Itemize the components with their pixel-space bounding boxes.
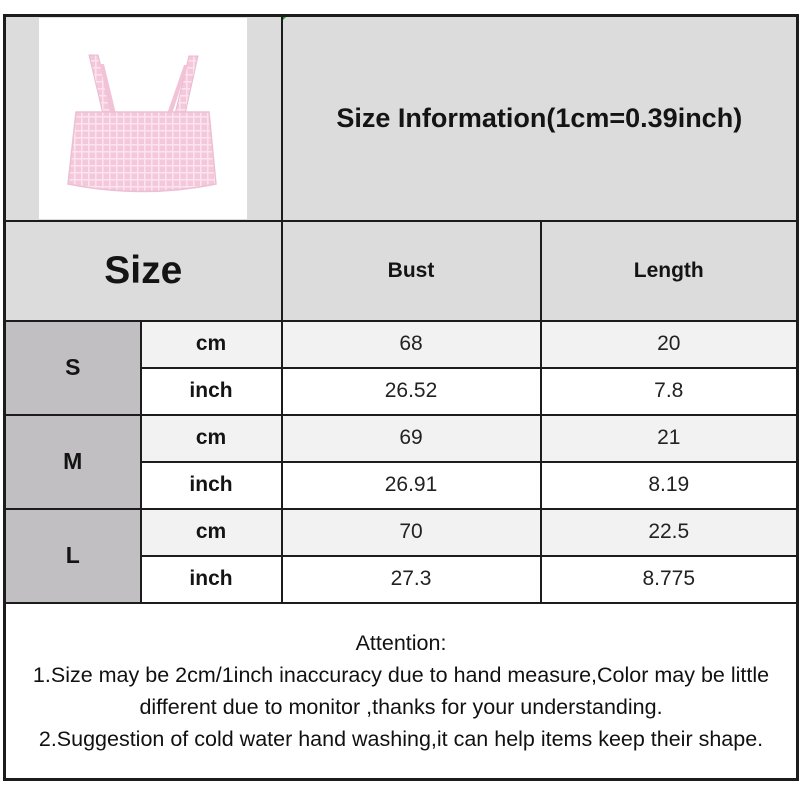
product-photo bbox=[39, 18, 247, 219]
length-value-s-cm: 20 bbox=[541, 321, 798, 368]
size-information-title: Size Information(1cm=0.39inch) bbox=[336, 102, 743, 133]
attention-line: 1.Size may be 2cm/1inch inaccuracy due to hand measure,Color may be little bbox=[32, 662, 770, 687]
size-column-header: Size bbox=[5, 221, 282, 321]
length-value-m-inch: 8.19 bbox=[541, 462, 798, 509]
green-corner-marker-icon bbox=[282, 16, 295, 22]
length-value-m-cm: 21 bbox=[541, 415, 798, 462]
size-label-s: S bbox=[5, 321, 141, 415]
bust-value-s-inch: 26.52 bbox=[282, 368, 541, 415]
size-information-title-cell bbox=[282, 16, 798, 221]
size-label-l: L bbox=[5, 509, 141, 603]
attention-line: 2.Suggestion of cold water hand washing,it can help items keep their shape. bbox=[38, 726, 764, 751]
length-value-s-inch: 7.8 bbox=[541, 368, 798, 415]
length-column-header: Length bbox=[541, 221, 798, 321]
size-chart-table bbox=[3, 14, 799, 781]
column-header-row bbox=[5, 221, 798, 321]
table-row-m-cm bbox=[5, 415, 798, 462]
unit-label-cm: cm bbox=[141, 509, 282, 556]
table-row-s-cm bbox=[5, 321, 798, 368]
product-photo-cell bbox=[5, 16, 282, 221]
attention-row bbox=[5, 603, 798, 780]
size-label-m: M bbox=[5, 415, 141, 509]
bust-value-l-cm: 70 bbox=[282, 509, 541, 556]
bust-column-header: Bust bbox=[282, 221, 541, 321]
attention-heading: Attention: bbox=[355, 630, 447, 655]
length-value-l-inch: 8.775 bbox=[541, 556, 798, 603]
unit-label-inch: inch bbox=[141, 368, 282, 415]
length-value-l-cm: 22.5 bbox=[541, 509, 798, 556]
table-row-l-cm bbox=[5, 509, 798, 556]
attention-note bbox=[5, 603, 798, 780]
attention-line: different due to monitor ,thanks for your understanding. bbox=[139, 694, 663, 719]
bust-value-l-inch: 27.3 bbox=[282, 556, 541, 603]
unit-label-inch: inch bbox=[141, 556, 282, 603]
bust-value-s-cm: 68 bbox=[282, 321, 541, 368]
bust-value-m-cm: 69 bbox=[282, 415, 541, 462]
camisole-body bbox=[68, 112, 216, 192]
unit-label-cm: cm bbox=[141, 415, 282, 462]
unit-label-inch: inch bbox=[141, 462, 282, 509]
size-chart-sheet bbox=[3, 14, 796, 781]
header-row bbox=[5, 16, 798, 221]
bust-value-m-inch: 26.91 bbox=[282, 462, 541, 509]
unit-label-cm: cm bbox=[141, 321, 282, 368]
